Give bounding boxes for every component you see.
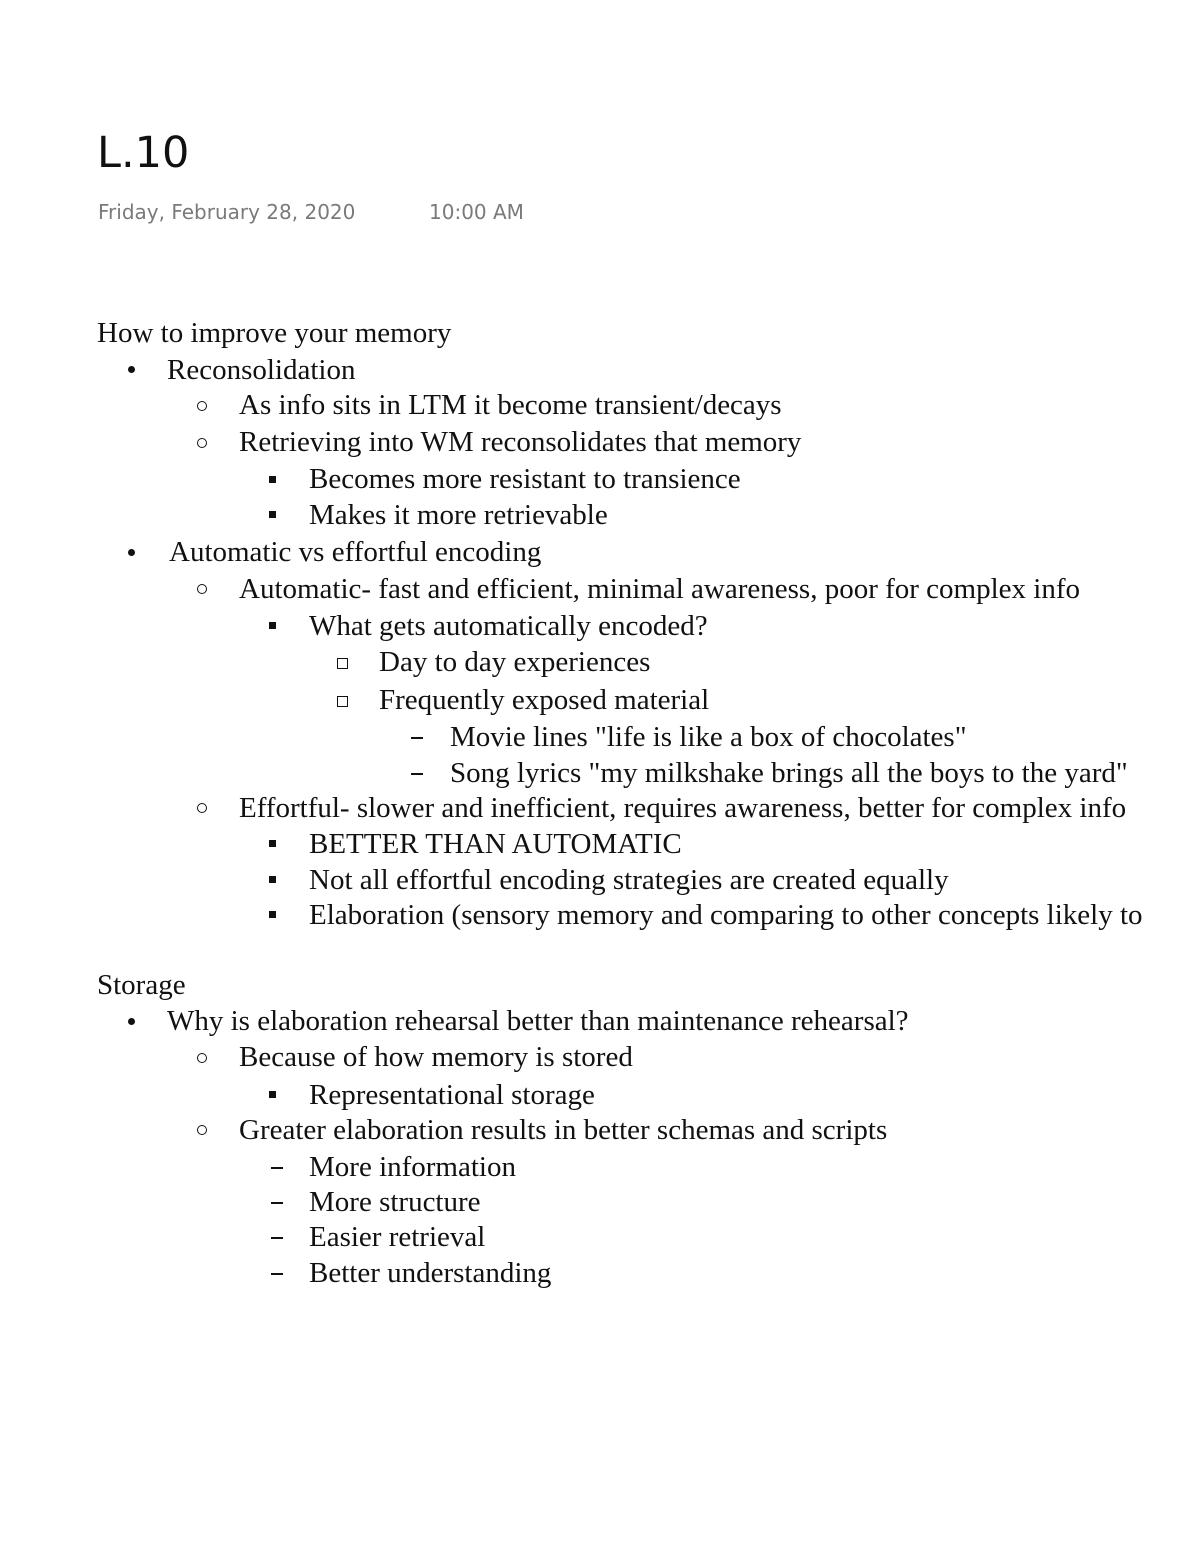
bullet-circle-icon [197, 1053, 207, 1063]
bullet-dash-icon [271, 1237, 283, 1239]
bullet-box-icon [337, 696, 348, 707]
bullet-disc-icon [128, 366, 135, 373]
bullet-circle-icon [197, 1125, 207, 1135]
list-item: Better understanding [309, 1257, 552, 1289]
list-item: Movie lines "life is like a box of chocolates" [450, 721, 967, 753]
bullet-dash-icon [411, 737, 423, 739]
list-item: More information [309, 1151, 516, 1183]
section-heading-memory: How to improve your memory [97, 317, 452, 349]
list-item: Greater elaboration results in better schemas and scripts [239, 1114, 888, 1146]
list-item: BETTER THAN AUTOMATIC [309, 828, 682, 860]
list-item: Why is elaboration rehearsal better than maintenance rehearsal? [167, 1005, 909, 1037]
list-item: Makes it more retrievable [309, 499, 608, 531]
list-item: Not all effortful encoding strategies are created equally [309, 864, 949, 896]
bullet-disc-icon [128, 549, 135, 556]
bullet-square-icon [269, 1091, 276, 1098]
list-item: Easier retrieval [309, 1221, 486, 1253]
bullet-square-icon [269, 840, 276, 847]
bullet-circle-icon [197, 584, 207, 594]
list-item: Representational storage [309, 1079, 595, 1111]
list-item: More structure [309, 1186, 481, 1218]
bullet-square-icon [269, 911, 276, 918]
bullet-circle-icon [197, 803, 207, 813]
bullet-dash-icon [271, 1273, 283, 1275]
bullet-circle-icon [197, 401, 207, 411]
list-item: Automatic vs effortful encoding [169, 536, 542, 568]
bullet-dash-icon [271, 1167, 283, 1169]
section-heading-storage: Storage [97, 969, 186, 1001]
list-item: Reconsolidation [167, 354, 356, 386]
page-date: Friday, February 28, 2020 [98, 200, 356, 224]
bullet-circle-icon [197, 438, 207, 448]
list-item: Elaboration (sensory memory and comparing to other concepts likely to [309, 899, 1143, 931]
list-item: Frequently exposed material [379, 684, 710, 716]
page-time: 10:00 AM [429, 200, 524, 224]
bullet-square-icon [269, 876, 276, 883]
bullet-disc-icon [128, 1018, 135, 1025]
list-item: Retrieving into WM reconsolidates that memory [239, 426, 802, 458]
list-item: Song lyrics "my milkshake brings all the boys to the yard" [450, 757, 1128, 789]
list-item: Effortful- slower and inefficient, requires awareness, better for complex info [239, 792, 1127, 824]
bullet-box-icon [337, 658, 348, 669]
page-title: L.10 [97, 128, 190, 178]
bullet-dash-icon [271, 1202, 283, 1204]
list-item: Day to day experiences [379, 646, 651, 678]
list-item: Automatic- fast and efficient, minimal awareness, poor for complex info [239, 573, 1080, 605]
bullet-square-icon [269, 622, 276, 629]
list-item: Becomes more resistant to transience [309, 463, 741, 495]
bullet-square-icon [269, 476, 276, 483]
list-item: What gets automatically encoded? [309, 610, 708, 642]
bullet-dash-icon [411, 773, 423, 775]
list-item: Because of how memory is stored [239, 1041, 633, 1073]
list-item: As info sits in LTM it become transient/decays [239, 389, 782, 421]
bullet-square-icon [269, 511, 276, 518]
